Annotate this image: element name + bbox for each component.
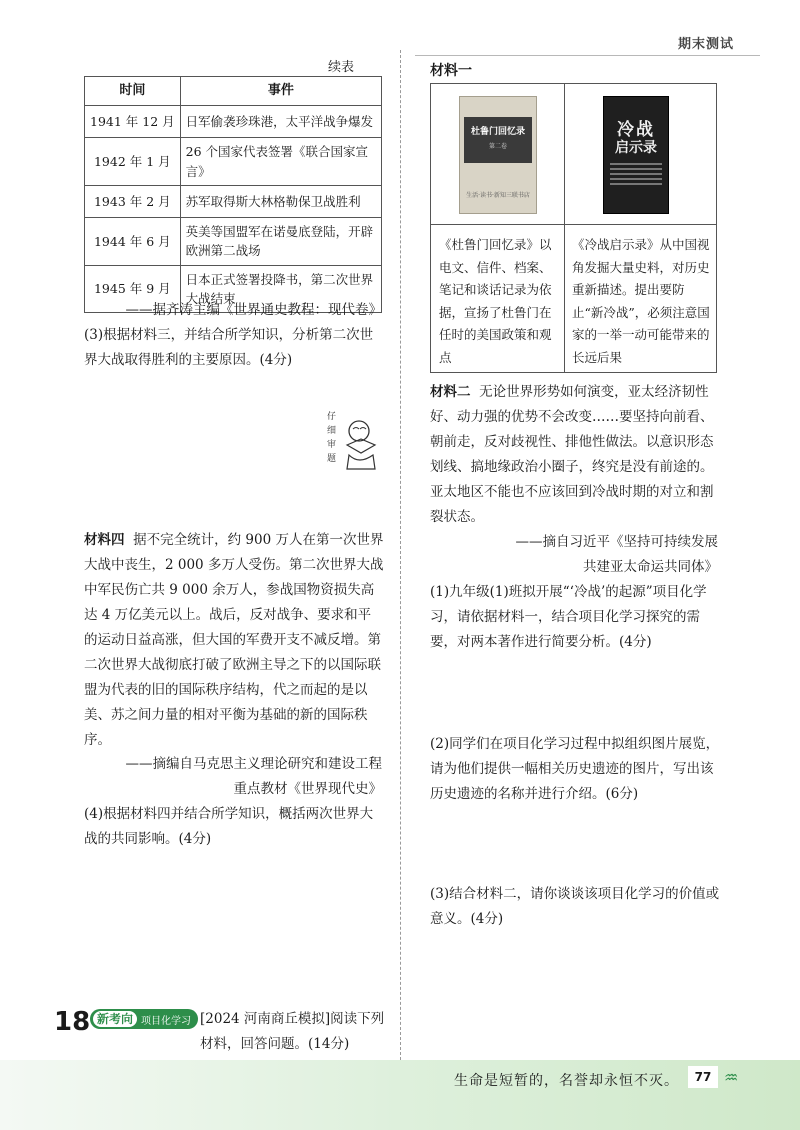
row-date: 1942 年 1 月 [85,138,181,186]
material-4-text: 据不完全统计，约 900 万人在第一次世界大战中丧生，2 000 多万人受伤。第二次世界大战中军民伤亡共 9 000 余万人，参战国物资损失高达 4 万亿美元以上。战后，反对战争、要求和平的运动日益高涨，但大国的军费开支不减反增。第二次世界大战彻底打破了欧洲主导之下的以国际联盟为代表的旧的国际秩序结构，代之而起的是以美、苏之间力量的相对平衡为基础的新的国际秩序。 [84,532,384,748]
material-2-source-2: 共建亚太命运共同体》 [583,559,718,575]
material-1-box [430,83,717,373]
material-1-label: 材料一 [430,63,472,79]
project-learning-badge [90,1009,198,1029]
events-table [84,76,382,313]
column-divider [400,50,401,1060]
question-18-intro: [2024 河南商丘模拟]阅读下列材料，回答问题。(14分) [200,1011,385,1052]
material-4-label: 材料四 [84,532,125,548]
row-date: 1941 年 12 月 [85,106,181,138]
book1-title: 杜鲁门回忆录 [470,127,525,137]
material-4-source-2: 重点教材《世界现代史》 [233,781,382,797]
question-4: (4)根据材料四并结合所学知识，概括两次世界大战的共同影响。(4分) [84,806,374,847]
row-event: 26 个国家代表签署《联合国家宣言》 [180,138,381,186]
row-date: 1945 年 9 月 [85,265,181,313]
table-row [85,138,382,186]
page-number: 77 [688,1066,718,1088]
continued-label: 续表 [328,60,355,75]
row-date: 1943 年 2 月 [85,185,181,217]
table-header-row [85,77,382,106]
svg-text:审: 审 [327,440,337,450]
box-divider-horizontal [431,224,716,225]
header-rule [415,55,760,56]
table-row [85,185,382,217]
svg-text:题: 题 [327,454,337,464]
badge-sub: 项目化学习 [141,1015,192,1027]
book1-publisher: 生活·读书·新知三联书店 [466,192,530,199]
book2-title-line1: 冷战 [617,120,655,140]
table-row [85,217,382,265]
footer-band [0,1060,800,1130]
badge-main: 新考向 [93,1011,137,1027]
book2-caption: 《冷战启示录》从中国视角发掘大量史料，对历史重新描述。提出要防止“新冷战”，必须注意国家的一举一动可能带来的长远后果 [572,237,710,365]
question-3-left: (3)根据材料三，并结合所学知识，分析第二次世界大战取得胜利的主要原因。(4分) [84,327,374,368]
svg-text:仔: 仔 [327,412,337,422]
row-event: 日军偷袭珍珠港，太平洋战争爆发 [180,106,381,138]
table-source: ——据齐涛主编《世界通史教程：现代卷》 [125,302,382,318]
header-event: 事件 [180,77,381,106]
book1-subtitle: 第二卷 [488,143,507,150]
row-event: 日本正式签署投降书，第二次世界大战结束 [180,265,381,313]
question-18-number: 18 [54,1007,91,1037]
truman-memoir-cover [459,96,537,214]
question-2: (2)同学们在项目化学习过程中拟组织图片展览，请为他们提供一幅相关历史遗迹的图片，写出该历史遗迹的名称并进行介绍。(6分) [430,736,720,802]
row-date: 1944 年 6 月 [85,217,181,265]
row-event: 苏军取得斯大林格勒保卫战胜利 [180,185,381,217]
mascot-reading-icon [325,405,385,475]
svg-text:细: 细 [327,426,337,436]
table-row [85,106,382,138]
book2-title-line2: 启示录 [615,140,657,156]
page-corner-icon: ♒ [724,1068,739,1087]
cold-war-book-cover [603,96,669,214]
material-2 [430,380,720,530]
question-3-right: (3)结合材料二，请你谈谈该项目化学习的价值或意义。(4分) [430,886,720,927]
material-2-text: 无论世界形势如何演变，亚太经济韧性好、动力强的优势不会改变……要坚持向前看、朝前走，反对歧视性、排他性做法。以意识形态划线、搞地缘政治小圈子，终究是没有前途的。亚太地区不能也不应该回到冷战时期的对立和割裂状态。 [430,384,714,525]
book1-caption: 《杜鲁门回忆录》以电文、信件、档案、笔记和谈话记录为依据，宣扬了杜鲁门在任时的美国政策和观点 [439,237,552,365]
section-label: 期末测试 [677,37,734,52]
material-4-source-1: ——摘编自马克思主义理论研究和建设工程 [125,756,382,772]
row-event: 英美等国盟军在诺曼底登陆，开辟欧洲第二战场 [180,217,381,265]
question-1: (1)九年级(1)班拟开展“‘冷战’的起源”项目化学习，请依据材料一，结合项目化学习探究的需要，对两本著作进行简要分析。(4分) [430,584,707,650]
header-time: 时间 [85,77,181,106]
box-divider-vertical [564,84,565,372]
material-2-source-1: ——摘自习近平《坚持可持续发展 [515,534,718,550]
material-4 [84,528,384,753]
footer-slogan: 生命是短暂的，名誉却永恒不灭。 [454,1073,679,1089]
material-2-label: 材料二 [430,384,471,400]
